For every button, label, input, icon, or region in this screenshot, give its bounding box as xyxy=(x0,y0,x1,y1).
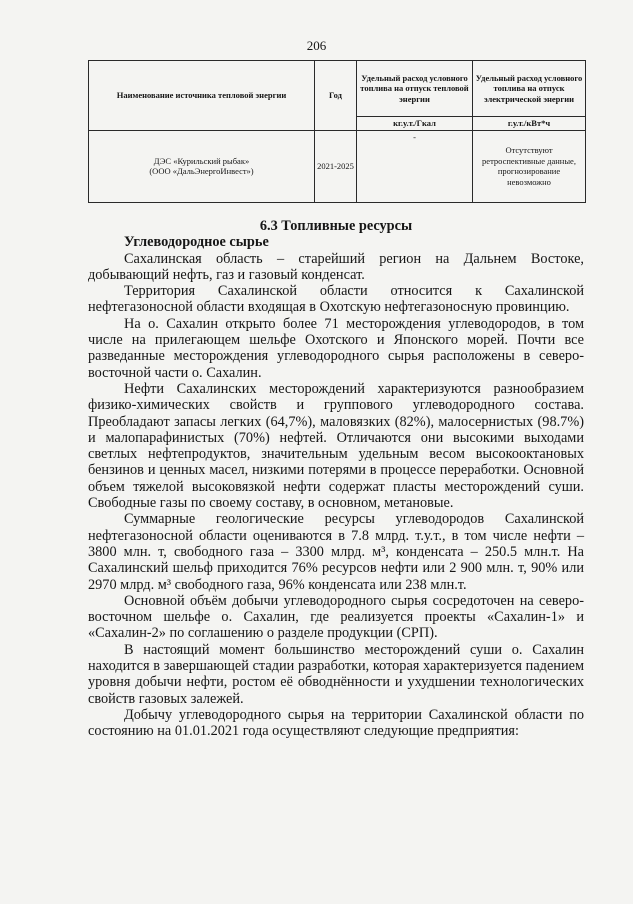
header-year: Год xyxy=(315,61,357,131)
document-body xyxy=(88,218,584,740)
paragraph: Сахалинская область – старейший регион на Дальнем Востоке, добывающий нефть, газ и газовый конденсат. xyxy=(88,250,584,283)
paragraph: Основной объём добычи углеводородного сырья сосредоточен на северо-восточном шельфе о. Сахалин, где реализуется проекты «Сахалин-1» и «Сахалин-2» по соглашению о разделе продукции (СРП). xyxy=(88,592,584,642)
paragraph: Суммарные геологические ресурсы углеводородов Сахалинской нефтегазоносной области оцениваются в 7.8 млрд. т.у.т., в том числе нефти – 3800 млн. т, свободного газа – 3300 млрд. м³, конденсата – 250.5 млн.т. На Сахалинский шельф приходится 76% ресурсов нефти или 2 900 млн. т, 90% или 2970 млрд. м³ свободного газа, 96% конденсата или 238 млн.т. xyxy=(88,511,584,593)
section-title: 6.3 Топливные ресурсы xyxy=(259,218,413,234)
paragraph: Добычу углеводородного сырья на территории Сахалинской области по состоянию на 01.01.2021 года осуществляют следующие предприятия: xyxy=(88,706,584,740)
table-row xyxy=(89,130,586,202)
paragraph: На о. Сахалин открыто более 71 месторождения углеводородов, в том числе на прилегающем шельфе Охотского и Японского морей. Почти все разведанные месторождения углеводородного сырья расположены в северо-восточной части о. Сахалин. xyxy=(88,315,584,381)
source-owner: (ООО «ДальЭнергоИнвест») xyxy=(149,166,254,177)
cell-year: 2021-2025 xyxy=(315,130,357,202)
header-source: Наименование источника тепловой энергии xyxy=(89,61,315,131)
header-electric-rate: Удельный расход условного топлива на отпуск электрической энергии xyxy=(473,61,586,117)
unit-heat: кг.у.т./Гкал xyxy=(357,117,473,131)
page-number: 206 xyxy=(306,38,327,53)
cell-source xyxy=(89,130,315,202)
paragraph: В настоящий момент большинство месторождений суши о. Сахалин находится в завершающей стадии разработки, которая характеризуется падением уровня добычи нефти, ростом её обводнённости и ухудшении технологических свойств газовых залежей. xyxy=(88,641,584,707)
cell-heat-value: - xyxy=(357,130,473,202)
subsection-title: Углеводородное сырье xyxy=(124,234,269,251)
header-heat-rate: Удельный расход условного топлива на отпуск тепловой энергии xyxy=(357,61,473,117)
fuel-consumption-table xyxy=(88,60,586,203)
cell-electric-value: Отсутствуют ретроспективные данные, прогнозирование невозможно xyxy=(473,130,586,202)
source-name: ДЭС «Курильский рыбак» xyxy=(153,155,250,166)
paragraph: Территория Сахалинской области относится к Сахалинской нефтегазоносной области входящая в Охотскую нефтегазоносную провинцию. xyxy=(88,283,584,316)
unit-electric: г.у.т./кВт*ч xyxy=(473,117,586,131)
paragraph: Нефти Сахалинских месторождений характеризуются разнообразием физико-химических свойств и группового углеводородного состава. Преобладают запасы легких (64,7%), маловязких (82%), малосернистых (98.7%) и малопарафинистых (70%) нефтей. Отличаются они высокими выходами светлых нефтепродуктов, значительным удельным весом высокооктановых бензинов и ценных масел, низкими потерями в процессе переработки. Основной объем тяжелой высоковязкой нефти содержат пласты месторождений суши. Свободные газы по своему составу, в основном, метановые. xyxy=(88,380,584,512)
